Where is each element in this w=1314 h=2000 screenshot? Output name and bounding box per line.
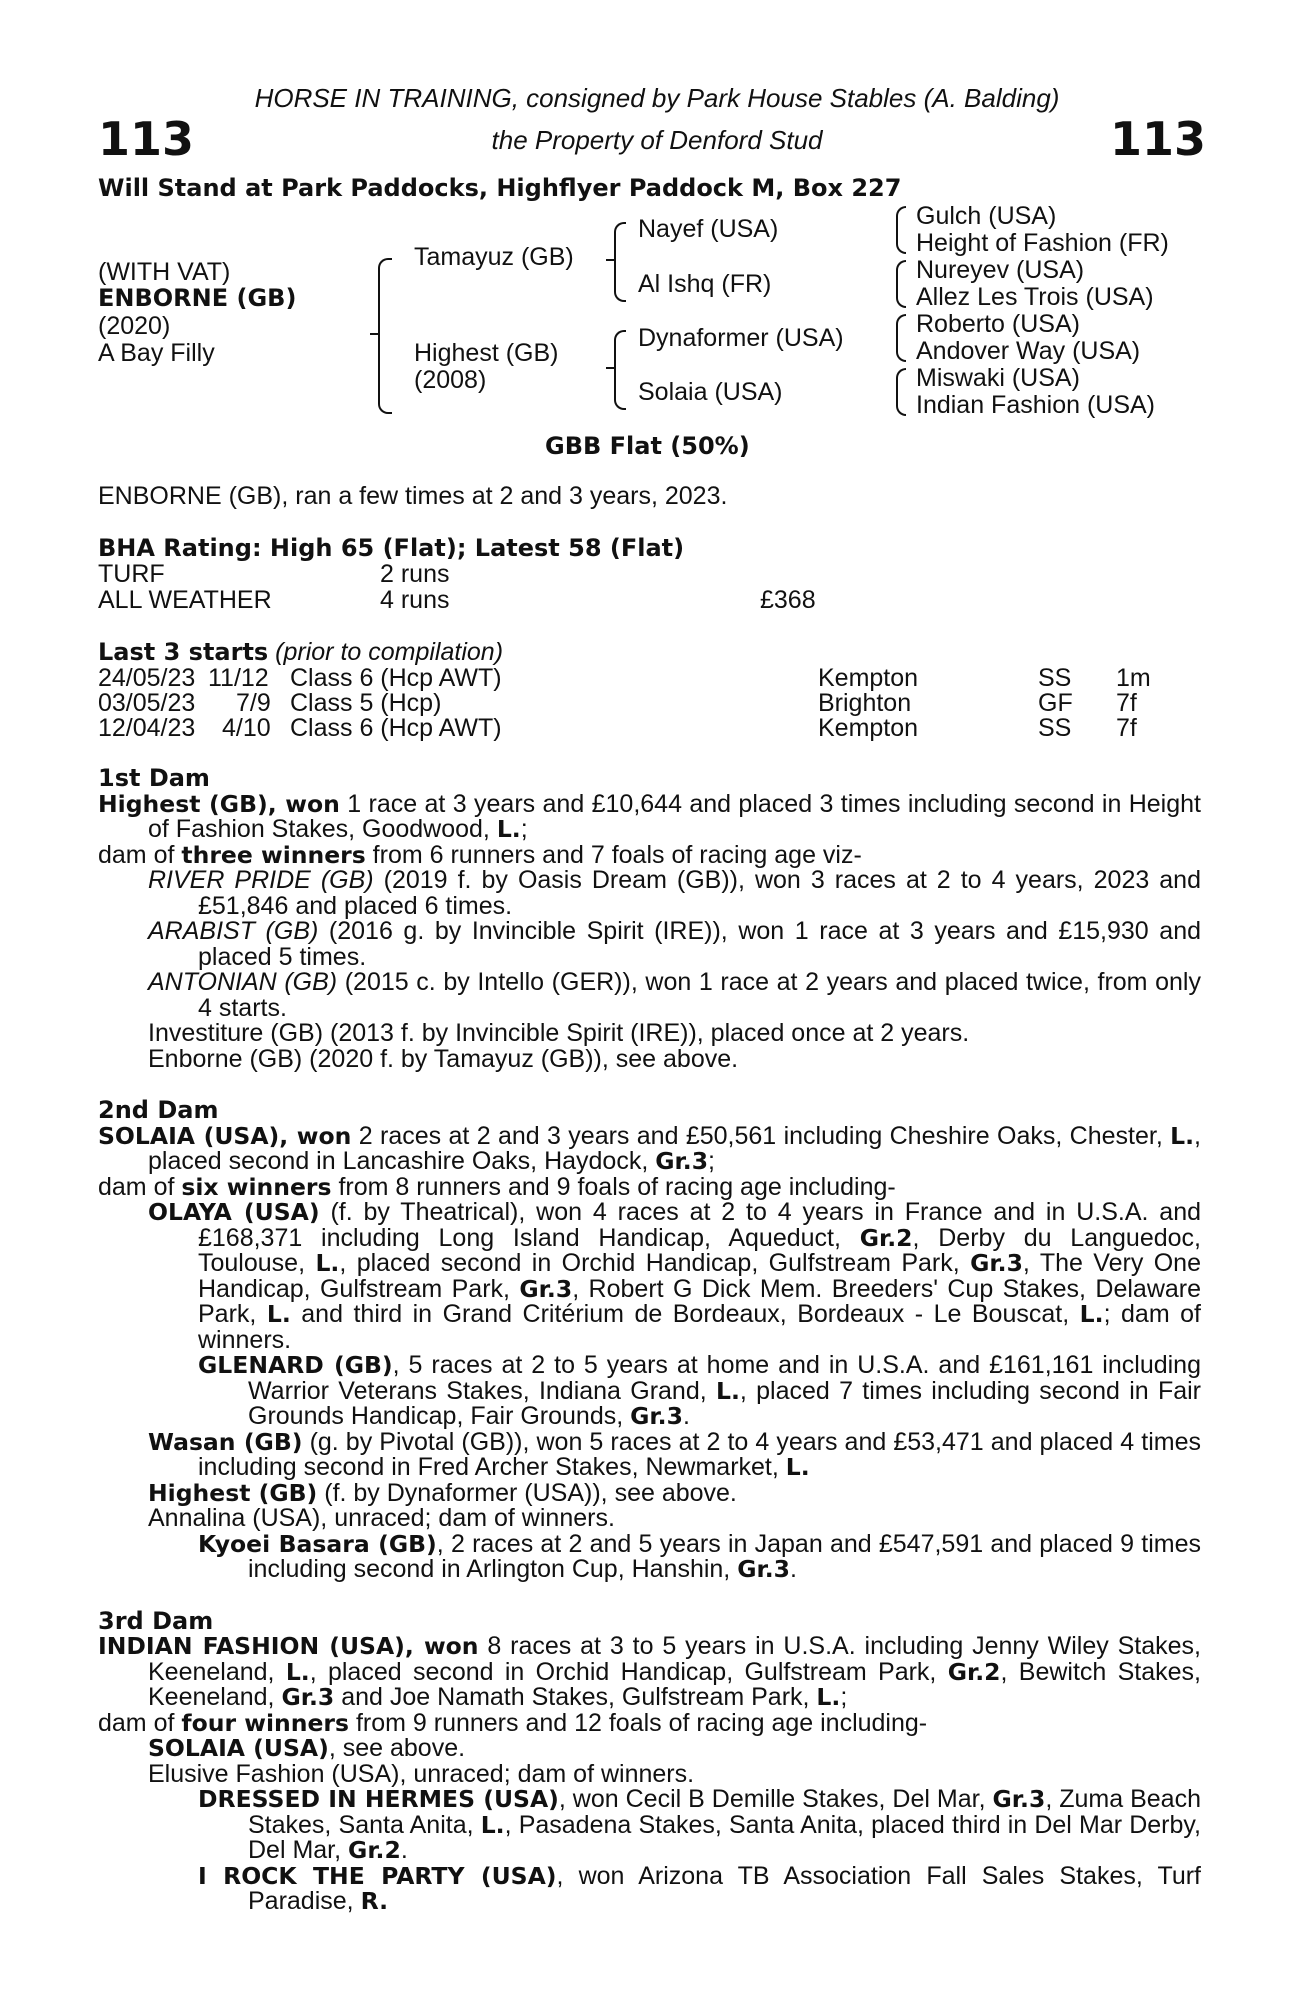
ggp-8: Indian Fashion (USA) — [916, 391, 1156, 419]
lot-number-left: 113 — [98, 112, 195, 166]
t: (f. by Dynaformer (USA)), see above. — [317, 1478, 737, 1507]
t: . — [790, 1555, 797, 1583]
t: (f. by Theatrical), won 4 races at 2 to 4 years in France and in U.S.A. and £168,371 including Long Island Handicap, Aqueduct, — [198, 1198, 1202, 1252]
rating-runs-aw: 4 runs — [380, 586, 450, 614]
property-line: the Property of Denford Stud — [491, 125, 823, 155]
produce-entry — [198, 1529, 1201, 1583]
start-race: Class 5 (Hcp) — [290, 689, 442, 717]
grade: L. — [1079, 1300, 1104, 1328]
start-date: 24/05/23 — [98, 664, 196, 692]
produce-name: OLAYA (USA) — [148, 1198, 320, 1226]
t: , The Very One Handicap, Gulfstream Park, — [198, 1249, 1201, 1303]
t: , Robert G Dick Mem. Breeders' Cup Stakes, Delaware Park, — [198, 1274, 1202, 1328]
t: , placed second in Orchid Handicap, Gulfstream Park, — [309, 1657, 948, 1686]
last-starts-note: (prior to compilation) — [275, 638, 504, 666]
text: dam of — [98, 1708, 182, 1737]
second-dam-name: SOLAIA (USA), won — [98, 1121, 352, 1150]
produce-name: DRESSED IN HERMES (USA) — [198, 1785, 559, 1813]
sire-dam: Al Ishq (FR) — [638, 270, 772, 298]
ggp-1: Gulch (USA) — [916, 202, 1057, 230]
first-dam-name: Highest (GB), won — [98, 789, 340, 818]
winners-count: six winners — [181, 1172, 332, 1201]
pedigree-brace-ggp3 — [896, 314, 906, 362]
start-course: Kempton — [818, 664, 919, 692]
produce-text: (2019 f. by Oasis Dream (GB)), won 3 races at 2 to 4 years, 2023 and £51,846 and placed 6 times. — [198, 866, 1201, 920]
pedigree-brace-sire — [614, 222, 626, 302]
ggp-2: Height of Fashion (FR) — [916, 229, 1169, 257]
t: , Zuma Beach Stakes, Santa Anita, — [248, 1785, 1201, 1839]
produce-name: Highest (GB) — [148, 1478, 318, 1507]
grade: Gr.3 — [970, 1249, 1023, 1277]
start-date: 03/05/23 — [98, 689, 196, 717]
brace-tip — [606, 367, 616, 369]
bha-rating: BHA Rating: High 65 (Flat); Latest 58 (Flat) — [98, 534, 685, 562]
stabling-line: Will Stand at Park Paddocks, Highflyer Paddock M, Box 227 — [98, 174, 902, 202]
grade: Gr.2 — [859, 1223, 913, 1252]
produce-name: SOLAIA (USA) — [148, 1734, 329, 1762]
t: , Pasadena Stakes, Santa Anita, placed third in Del Mar Derby, Del Mar, — [248, 1810, 1201, 1864]
dam-dam: Solaia (USA) — [638, 378, 783, 406]
grade: L. — [266, 1300, 291, 1328]
t: . — [400, 1836, 408, 1864]
gbb-flat: GBB Flat (50%) — [545, 432, 750, 460]
start-pos: 4/10 — [222, 714, 271, 742]
second-dam-produce-summary — [98, 1172, 1201, 1201]
sire: Tamayuz (GB) — [414, 243, 574, 271]
text: from 6 runners and 7 foals of racing age viz- — [365, 840, 862, 869]
start-pos: 11/12 — [208, 664, 269, 692]
pedigree-brace-dam — [614, 330, 626, 410]
grade: L. — [480, 1810, 505, 1839]
start-distance: 7f — [1116, 689, 1137, 717]
grade: R. — [360, 1887, 389, 1915]
grade: L. — [816, 1683, 841, 1711]
text: dam of — [98, 840, 182, 869]
second-dam-record — [98, 1121, 1201, 1175]
ggp-7: Miswaki (USA) — [916, 364, 1080, 392]
start-pos: 7/9 — [236, 689, 271, 717]
t: , Derby du Languedoc, Toulouse, — [198, 1223, 1201, 1277]
second-dam-heading: 2nd Dam — [98, 1096, 219, 1124]
horse-year: (2020) — [98, 312, 171, 340]
start-going: GF — [1038, 689, 1073, 717]
t: and Joe Namath Stakes, Gulfstream Park, — [334, 1683, 817, 1711]
start-going: SS — [1038, 714, 1072, 742]
third-dam-record — [98, 1634, 1201, 1711]
produce-entry: Annalina (USA), unraced; dam of winners. — [148, 1504, 615, 1532]
third-dam-produce-summary — [98, 1708, 1201, 1737]
last-starts-heading — [98, 640, 503, 666]
grade: L. — [315, 1249, 340, 1277]
produce-name: RIVER PRIDE (GB) — [148, 866, 374, 894]
pedigree-brace-ggp2 — [896, 260, 906, 308]
grade: Gr.2 — [348, 1836, 401, 1864]
winners-count: three winners — [181, 840, 366, 869]
horse-description: A Bay Filly — [98, 339, 215, 367]
punct: ; — [708, 1147, 715, 1175]
dam-year: (2008) — [414, 366, 487, 394]
grade: L. — [715, 1376, 740, 1405]
produce-entry: Enborne (GB) (2020 f. by Tamayuz (GB)), see above. — [148, 1044, 739, 1073]
horse-name: ENBORNE (GB) — [98, 284, 297, 312]
start-race: Class 6 (Hcp AWT) — [290, 714, 502, 742]
first-dam-text: 1 race at 3 years and £10,644 and placed 3 times including second in Height of Fashion Stakes, Goodwood, — [148, 789, 1201, 843]
produce-name: Kyoei Basara (GB) — [198, 1529, 437, 1558]
vat-note: (WITH VAT) — [98, 258, 231, 286]
sire-sire: Nayef (USA) — [638, 215, 779, 243]
produce-entry — [148, 1200, 1201, 1353]
dam: Highest (GB) — [414, 339, 559, 367]
t: , placed 7 times including second in Fair Grounds Handicap, Fair Grounds, — [248, 1376, 1201, 1430]
produce-entry — [148, 919, 1201, 970]
t: ; dam of winners. — [198, 1300, 1201, 1354]
produce-entry: Investiture (GB) (2013 f. by Invincible Spirit (IRE)), placed once at 2 years. — [148, 1019, 970, 1047]
dam-sire: Dynaformer (USA) — [638, 324, 844, 352]
produce-entry — [148, 1478, 1201, 1507]
ggp-6: Andover Way (USA) — [916, 337, 1141, 365]
produce-name: Wasan (GB) — [148, 1427, 303, 1456]
rating-surface-turf: TURF — [98, 560, 165, 588]
produce-entry — [198, 1787, 1201, 1864]
rating-runs-turf: 2 runs — [380, 560, 450, 588]
grade: Gr.2 — [947, 1657, 1001, 1686]
produce-name: I ROCK THE PARTY (USA) — [198, 1861, 557, 1890]
third-dam-heading: 3rd Dam — [98, 1606, 214, 1635]
produce-entry — [148, 1427, 1201, 1481]
rating-surface-aw: ALL WEATHER — [98, 586, 272, 614]
grade: Gr.3 — [655, 1147, 709, 1175]
first-dam-produce-summary — [98, 840, 1201, 869]
first-dam-record — [98, 789, 1201, 843]
grade: Gr.3 — [281, 1683, 335, 1711]
produce-entry — [148, 970, 1201, 1021]
t: , 2 races at 2 and 5 years in Japan and £547,591 and placed 9 times including second in Arlington Cup, Hanshin, — [248, 1529, 1201, 1583]
start-distance: 7f — [1116, 714, 1137, 742]
grade: Gr.3 — [519, 1274, 573, 1303]
winners-count: four winners — [181, 1708, 349, 1737]
start-race: Class 6 (Hcp AWT) — [290, 664, 502, 692]
produce-name: ANTONIAN (GB) — [148, 968, 338, 996]
grade: L. — [496, 815, 521, 843]
t: , placed second in Orchid Handicap, Gulfstream Park, — [339, 1249, 971, 1277]
t: , 5 races at 2 to 5 years at home and in U.S.A. and £161,161 including Warrior Veterans Stakes, Indiana Grand, — [248, 1351, 1201, 1405]
t: (g. by Pivotal (GB)), won 5 races at 2 to 4 years and £53,471 and placed 4 times including second in Fred Archer Stakes, Newmarket, — [198, 1427, 1201, 1481]
produce-name: GLENARD (GB) — [198, 1351, 393, 1379]
start-distance: 1m — [1116, 664, 1151, 692]
brace-tip — [606, 259, 616, 261]
lot-number-right: 113 — [1109, 112, 1206, 166]
grade: Gr.3 — [630, 1402, 683, 1430]
grade: L. — [785, 1453, 810, 1481]
consignor-line: HORSE IN TRAINING, consigned by Park House Stables (A. Balding) — [254, 83, 1060, 113]
produce-text: (2015 c. by Intello (GER)), won 1 race at 2 years and placed twice, from only 4 starts. — [198, 968, 1201, 1022]
ggp-4: Allez Les Trois (USA) — [916, 283, 1154, 311]
start-going: SS — [1038, 664, 1072, 692]
start-date: 12/04/23 — [98, 714, 196, 742]
text: from 9 runners and 12 foals of racing age including- — [349, 1708, 928, 1737]
pedigree-brace-ggp4 — [896, 368, 906, 416]
t: , Bewitch Stakes, Keeneland, — [148, 1657, 1201, 1711]
t: and third in Grand Critérium de Bordeaux, Bordeaux - Le Bouscat, — [290, 1300, 1080, 1328]
pedigree-brace-point — [370, 333, 380, 335]
produce-entry — [148, 868, 1201, 919]
grade: Gr.3 — [737, 1555, 791, 1583]
text: dam of — [98, 1172, 182, 1201]
produce-text: (2016 g. by Invincible Spirit (IRE)), won 1 race at 3 years and £15,930 and placed 5 times. — [198, 917, 1201, 971]
start-course: Kempton — [818, 714, 919, 742]
text: 2 races at 2 and 3 years and £50,561 including Cheshire Oaks, Chester, — [351, 1121, 1171, 1150]
last-starts-title: Last 3 starts — [98, 638, 269, 666]
produce-entry — [198, 1353, 1201, 1430]
pedigree-brace-ggp1 — [896, 206, 906, 254]
text: , placed second in Lancashire Oaks, Haydock, — [148, 1121, 1201, 1175]
punct: ; — [520, 815, 528, 843]
produce-entry: Elusive Fashion (USA), unraced; dam of winners. — [148, 1759, 695, 1788]
pedigree-brace-parents — [378, 258, 392, 414]
third-dam-name: INDIAN FASHION (USA), won — [98, 1632, 479, 1660]
produce-name: ARABIST (GB) — [148, 917, 319, 945]
grade: L. — [285, 1657, 310, 1686]
produce-entry — [148, 1736, 1201, 1762]
grade: L. — [1170, 1121, 1195, 1150]
race-summary: ENBORNE (GB), ran a few times at 2 and 3 years, 2023. — [98, 482, 728, 510]
t: , won Arizona TB Association Fall Sales Stakes, Turf Paradise, — [248, 1861, 1201, 1915]
ggp-5: Roberto (USA) — [916, 310, 1080, 338]
dam-section — [98, 766, 1201, 1915]
t: . — [682, 1402, 690, 1430]
produce-entry — [198, 1861, 1201, 1915]
first-dam-heading: 1st Dam — [98, 764, 210, 792]
t: , won Cecil B Demille Stakes, Del Mar, — [558, 1785, 993, 1813]
t: 8 races at 3 to 5 years in U.S.A. including Jenny Wiley Stakes, Keeneland, — [148, 1632, 1201, 1686]
rating-prize-aw: £368 — [760, 586, 816, 614]
ggp-3: Nureyev (USA) — [916, 256, 1085, 284]
start-course: Brighton — [818, 689, 912, 717]
t: ; — [840, 1683, 848, 1711]
text: from 8 runners and 9 foals of racing age including- — [331, 1172, 896, 1201]
grade: Gr.3 — [992, 1785, 1046, 1813]
t: , see above. — [328, 1734, 466, 1762]
